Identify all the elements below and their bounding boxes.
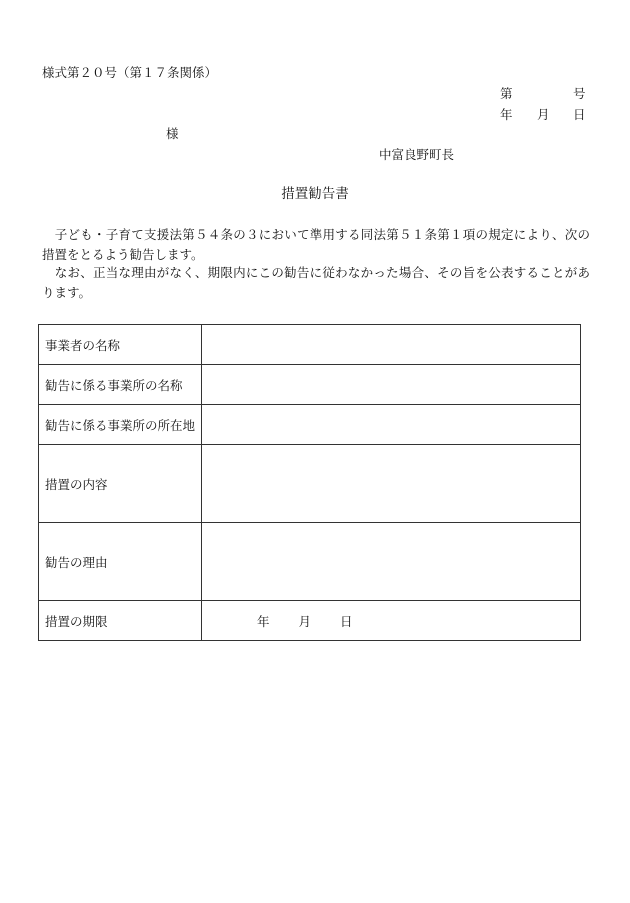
business-name-field[interactable] — [202, 325, 581, 365]
table-row — [39, 365, 581, 405]
measure-content-field[interactable] — [202, 445, 581, 523]
addressee-suffix: 様 — [166, 126, 179, 141]
deadline-month-label: 月 — [298, 613, 312, 629]
document-number-suffix: 号 — [573, 86, 586, 101]
table-row — [39, 445, 581, 523]
issuer-name: 中富良野町長 — [379, 147, 455, 162]
row-label-deadline: 措置の期限 — [39, 601, 202, 641]
facility-name-field[interactable] — [202, 365, 581, 405]
row-label-measure-content: 措置の内容 — [39, 445, 202, 523]
body-paragraph-1: 子ども・子育て支援法第５４条の３において準用する同法第５１条第１項の規定により、次の措置をとるよう勧告します。 — [42, 227, 590, 262]
date-year-label: 年 — [500, 107, 513, 122]
facility-address-field[interactable] — [202, 405, 581, 445]
date-day-label: 日 — [573, 107, 586, 122]
row-label-reason: 勧告の理由 — [39, 523, 202, 601]
deadline-field[interactable] — [202, 601, 581, 641]
body-paragraph-2: なお、正当な理由がなく、期限内にこの勧告に従わなかった場合、その旨を公表することがあります。 — [42, 265, 590, 300]
deadline-year-label: 年 — [257, 613, 270, 629]
table-row — [39, 601, 581, 641]
date-month-label: 月 — [537, 107, 550, 122]
row-label-facility-name: 勧告に係る事業所の名称 — [39, 365, 202, 405]
measure-info-table — [38, 324, 581, 641]
table-row — [39, 405, 581, 445]
deadline-day-label: 日 — [340, 613, 353, 629]
row-label-facility-address: 勧告に係る事業所の所在地 — [39, 405, 202, 445]
reason-field[interactable] — [202, 523, 581, 601]
table-row — [39, 523, 581, 601]
table-row — [39, 325, 581, 365]
document-title: 措置勧告書 — [281, 186, 349, 202]
form-number: 様式第２０号（第１７条関係） — [42, 65, 218, 80]
document-number-prefix: 第 — [500, 86, 513, 101]
row-label-business-name: 事業者の名称 — [39, 325, 202, 365]
